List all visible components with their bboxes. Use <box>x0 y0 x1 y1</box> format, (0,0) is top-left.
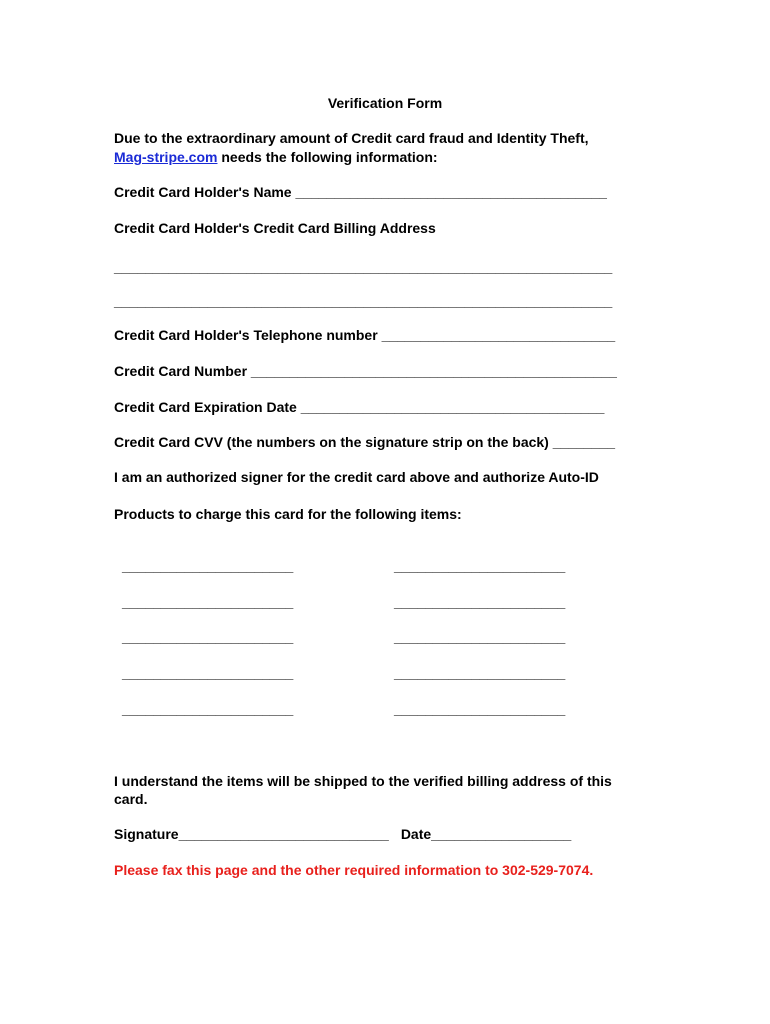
card-number-row <box>114 362 617 380</box>
item-field-left-1[interactable]: ______________________ <box>122 558 294 574</box>
holder-name-label: Credit Card Holder's Name <box>114 184 296 200</box>
telephone-label: Credit Card Holder's Telephone number <box>114 327 382 343</box>
cvv-row <box>114 433 615 451</box>
telephone-row <box>114 326 615 344</box>
item-field-right-5[interactable]: ______________________ <box>394 701 566 717</box>
expiration-row <box>114 398 604 416</box>
holder-name-row <box>114 183 607 201</box>
shipping-notice-line-1: I understand the items will be shipped to the verified billing address of this <box>114 773 612 789</box>
item-field-right-2[interactable]: ______________________ <box>394 594 566 610</box>
cvv-field[interactable]: ________ <box>552 434 616 450</box>
mag-stripe-link[interactable]: Mag-stripe.com <box>114 149 218 165</box>
holder-name-field[interactable]: ________________________________________ <box>295 184 607 200</box>
signature-label: Signature <box>114 826 179 842</box>
form-title: Verification Form <box>327 95 443 111</box>
item-field-right-3[interactable]: ______________________ <box>394 629 566 645</box>
expiration-label: Credit Card Expiration Date <box>114 399 301 415</box>
signature-field[interactable]: ___________________________ <box>178 826 389 842</box>
fax-notice: Please fax this page and the other required information to 302-529-7074. <box>114 862 594 878</box>
telephone-field[interactable]: ______________________________ <box>381 327 616 343</box>
expiration-field[interactable]: _______________________________________ <box>300 399 605 415</box>
item-field-right-1[interactable]: ______________________ <box>394 558 566 574</box>
card-number-field[interactable]: _______________________________________________ <box>250 363 617 379</box>
authorize-line-2: Products to charge this card for the following items: <box>114 506 462 522</box>
item-field-left-2[interactable]: ______________________ <box>122 594 294 610</box>
date-field[interactable]: __________________ <box>431 826 572 842</box>
signature-date-row <box>114 825 571 843</box>
item-field-left-4[interactable]: ______________________ <box>122 665 294 681</box>
intro-line-1: Due to the extraordinary amount of Credit card fraud and Identity Theft, <box>114 130 589 146</box>
intro-line-2 <box>114 148 438 166</box>
shipping-notice-line-2: card. <box>114 791 148 807</box>
billing-address-field-1[interactable]: ________________________________________________________________ <box>114 259 613 275</box>
cvv-label: Credit Card CVV (the numbers on the signature strip on the back) <box>114 434 553 450</box>
item-field-left-5[interactable]: ______________________ <box>122 701 294 717</box>
card-number-label: Credit Card Number <box>114 363 251 379</box>
item-field-right-4[interactable]: ______________________ <box>394 665 566 681</box>
billing-address-field-2[interactable]: ________________________________________________________________ <box>114 293 613 309</box>
billing-address-label: Credit Card Holder's Credit Card Billing Address <box>114 220 436 236</box>
date-label: Date <box>400 826 432 842</box>
intro-line-2-rest: needs the following information: <box>217 149 438 165</box>
item-field-left-3[interactable]: ______________________ <box>122 629 294 645</box>
authorize-line-1: I am an authorized signer for the credit card above and authorize Auto-ID <box>114 469 599 485</box>
